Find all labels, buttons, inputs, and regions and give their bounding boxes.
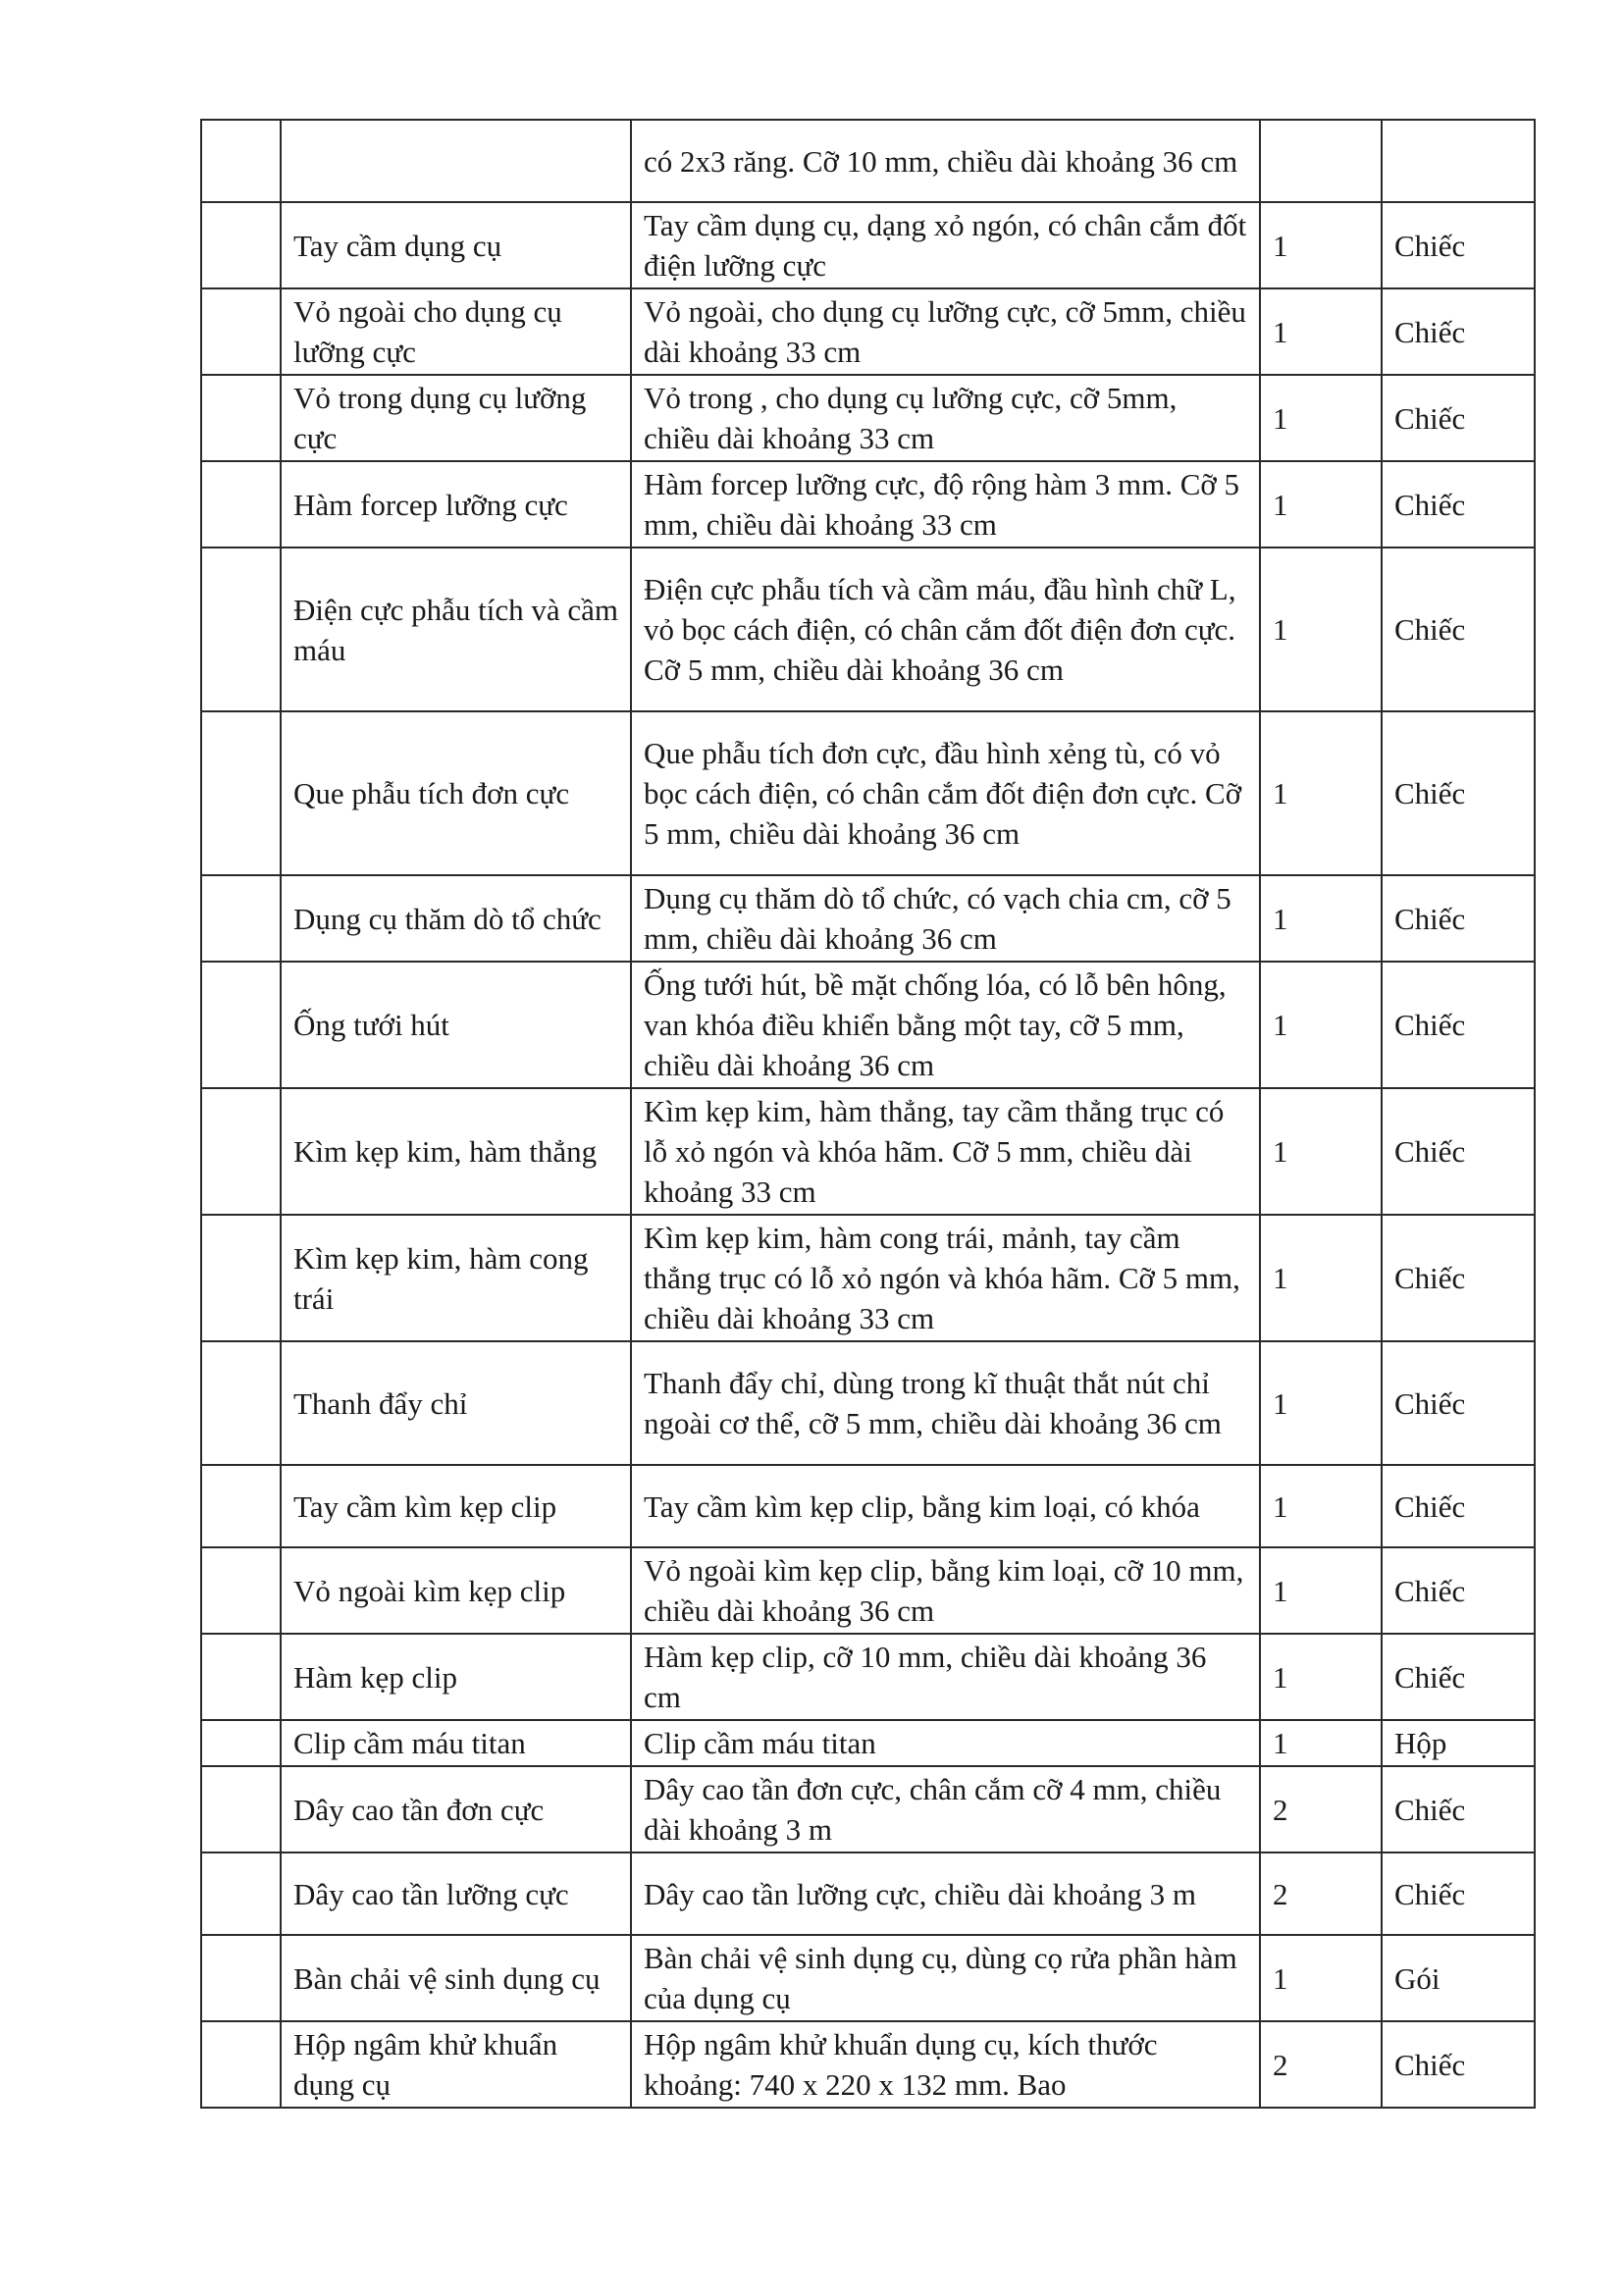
item-description-cell: Vỏ ngoài, cho dụng cụ lưỡng cực, cỡ 5mm, chiều dài khoảng 33 cm — [631, 288, 1260, 375]
item-name-cell: Hàm kẹp clip — [281, 1634, 631, 1720]
item-name-cell: Clip cầm máu titan — [281, 1720, 631, 1766]
item-name-cell: Kìm kẹp kim, hàm cong trái — [281, 1215, 631, 1341]
quantity-cell: 1 — [1260, 1720, 1382, 1766]
item-name-cell: Tay cầm dụng cụ — [281, 202, 631, 288]
table-row — [201, 120, 1535, 202]
unit-cell: Chiếc — [1382, 1215, 1535, 1341]
item-description-cell: Tay cầm dụng cụ, dạng xỏ ngón, có chân cắm đốt điện lưỡng cực — [631, 202, 1260, 288]
item-description-cell: Bàn chải vệ sinh dụng cụ, dùng cọ rửa phần hàm của dụng cụ — [631, 1935, 1260, 2021]
item-description-cell: Điện cực phẫu tích và cầm máu, đầu hình chữ L, vỏ bọc cách điện, có chân cắm đốt điện đơn cực. Cỡ 5 mm, chiều dài khoảng 36 cm — [631, 548, 1260, 711]
quantity-cell: 1 — [1260, 1341, 1382, 1465]
unit-cell: Chiếc — [1382, 1088, 1535, 1215]
table-row — [201, 1341, 1535, 1465]
item-name-cell: Điện cực phẫu tích và cầm máu — [281, 548, 631, 711]
unit-cell: Chiếc — [1382, 1465, 1535, 1547]
stt-cell — [201, 548, 281, 711]
item-description-cell: có 2x3 răng. Cỡ 10 mm, chiều dài khoảng 36 cm — [631, 120, 1260, 202]
item-description-cell: Dây cao tần đơn cực, chân cắm cỡ 4 mm, chiều dài khoảng 3 m — [631, 1766, 1260, 1852]
stt-cell — [201, 1215, 281, 1341]
unit-cell: Chiếc — [1382, 875, 1535, 962]
stt-cell — [201, 1935, 281, 2021]
item-name-cell: Ống tưới hút — [281, 962, 631, 1088]
quantity-cell: 1 — [1260, 461, 1382, 548]
stt-cell — [201, 962, 281, 1088]
quantity-cell: 1 — [1260, 288, 1382, 375]
table-row — [201, 202, 1535, 288]
stt-cell — [201, 875, 281, 962]
unit-cell: Chiếc — [1382, 2021, 1535, 2108]
stt-cell — [201, 288, 281, 375]
stt-cell — [201, 461, 281, 548]
quantity-cell: 1 — [1260, 1215, 1382, 1341]
stt-cell — [201, 1720, 281, 1766]
item-name-cell: Vỏ trong dụng cụ lưỡng cực — [281, 375, 631, 461]
table-row — [201, 1465, 1535, 1547]
table-row — [201, 375, 1535, 461]
item-description-cell: Ống tưới hút, bề mặt chống lóa, có lỗ bên hông, van khóa điều khiển bằng một tay, cỡ 5 mm, chiều dài khoảng 36 cm — [631, 962, 1260, 1088]
item-description-cell: Vỏ trong , cho dụng cụ lưỡng cực, cỡ 5mm, chiều dài khoảng 33 cm — [631, 375, 1260, 461]
table-row — [201, 962, 1535, 1088]
unit-cell: Chiếc — [1382, 711, 1535, 875]
quantity-cell: 1 — [1260, 962, 1382, 1088]
table-row — [201, 288, 1535, 375]
table-row — [201, 1215, 1535, 1341]
stt-cell — [201, 120, 281, 202]
quantity-cell: 1 — [1260, 375, 1382, 461]
unit-cell — [1382, 120, 1535, 202]
unit-cell: Gói — [1382, 1935, 1535, 2021]
item-name-cell — [281, 120, 631, 202]
quantity-cell: 1 — [1260, 711, 1382, 875]
quantity-cell: 1 — [1260, 1634, 1382, 1720]
quantity-cell: 2 — [1260, 2021, 1382, 2108]
stt-cell — [201, 202, 281, 288]
stt-cell — [201, 711, 281, 875]
unit-cell: Chiếc — [1382, 461, 1535, 548]
unit-cell: Chiếc — [1382, 962, 1535, 1088]
item-name-cell: Dây cao tần lưỡng cực — [281, 1852, 631, 1935]
quantity-cell: 1 — [1260, 1547, 1382, 1634]
item-description-cell: Clip cầm máu titan — [631, 1720, 1260, 1766]
item-description-cell: Kìm kẹp kim, hàm cong trái, mảnh, tay cầm thẳng trục có lỗ xỏ ngón và khóa hãm. Cỡ 5 mm, chiều dài khoảng 33 cm — [631, 1215, 1260, 1341]
stt-cell — [201, 1341, 281, 1465]
unit-cell: Chiếc — [1382, 375, 1535, 461]
table-body — [201, 120, 1535, 2108]
item-description-cell: Thanh đẩy chỉ, dùng trong kĩ thuật thắt nút chỉ ngoài cơ thể, cỡ 5 mm, chiều dài khoảng 36 cm — [631, 1341, 1260, 1465]
unit-cell: Chiếc — [1382, 202, 1535, 288]
stt-cell — [201, 2021, 281, 2108]
stt-cell — [201, 1852, 281, 1935]
unit-cell: Chiếc — [1382, 548, 1535, 711]
table-row — [201, 461, 1535, 548]
item-description-cell: Hàm kẹp clip, cỡ 10 mm, chiều dài khoảng 36 cm — [631, 1634, 1260, 1720]
quantity-cell: 1 — [1260, 1935, 1382, 2021]
item-name-cell: Thanh đẩy chỉ — [281, 1341, 631, 1465]
stt-cell — [201, 1088, 281, 1215]
table-row — [201, 1088, 1535, 1215]
unit-cell: Chiếc — [1382, 288, 1535, 375]
item-description-cell: Dụng cụ thăm dò tổ chức, có vạch chia cm, cỡ 5 mm, chiều dài khoảng 36 cm — [631, 875, 1260, 962]
quantity-cell: 2 — [1260, 1852, 1382, 1935]
item-description-cell: Dây cao tần lưỡng cực, chiều dài khoảng 3 m — [631, 1852, 1260, 1935]
table-row — [201, 1634, 1535, 1720]
item-name-cell: Vỏ ngoài kìm kẹp clip — [281, 1547, 631, 1634]
item-name-cell: Vỏ ngoài cho dụng cụ lưỡng cực — [281, 288, 631, 375]
table-row — [201, 1852, 1535, 1935]
item-name-cell: Kìm kẹp kim, hàm thẳng — [281, 1088, 631, 1215]
stt-cell — [201, 1766, 281, 1852]
quantity-cell: 1 — [1260, 202, 1382, 288]
equipment-spec-table — [200, 119, 1536, 2109]
table-row — [201, 711, 1535, 875]
table-row — [201, 1720, 1535, 1766]
item-name-cell: Dây cao tần đơn cực — [281, 1766, 631, 1852]
quantity-cell: 1 — [1260, 875, 1382, 962]
table-row — [201, 1935, 1535, 2021]
stt-cell — [201, 375, 281, 461]
item-name-cell: Tay cầm kìm kẹp clip — [281, 1465, 631, 1547]
table-row — [201, 875, 1535, 962]
item-description-cell: Vỏ ngoài kìm kẹp clip, bằng kim loại, cỡ 10 mm, chiều dài khoảng 36 cm — [631, 1547, 1260, 1634]
item-description-cell: Tay cầm kìm kẹp clip, bằng kim loại, có khóa — [631, 1465, 1260, 1547]
quantity-cell: 2 — [1260, 1766, 1382, 1852]
table-row — [201, 2021, 1535, 2108]
quantity-cell: 1 — [1260, 1088, 1382, 1215]
item-name-cell: Hàm forcep lưỡng cực — [281, 461, 631, 548]
quantity-cell: 1 — [1260, 1465, 1382, 1547]
quantity-cell — [1260, 120, 1382, 202]
item-name-cell: Bàn chải vệ sinh dụng cụ — [281, 1935, 631, 2021]
stt-cell — [201, 1547, 281, 1634]
item-description-cell: Kìm kẹp kim, hàm thẳng, tay cầm thẳng trục có lỗ xỏ ngón và khóa hãm. Cỡ 5 mm, chiều dài khoảng 33 cm — [631, 1088, 1260, 1215]
unit-cell: Chiếc — [1382, 1852, 1535, 1935]
table-row — [201, 1547, 1535, 1634]
stt-cell — [201, 1634, 281, 1720]
item-description-cell: Que phẫu tích đơn cực, đầu hình xẻng tù, có vỏ bọc cách điện, có chân cắm đốt điện đơn cực. Cỡ 5 mm, chiều dài khoảng 36 cm — [631, 711, 1260, 875]
unit-cell: Chiếc — [1382, 1766, 1535, 1852]
unit-cell: Chiếc — [1382, 1547, 1535, 1634]
quantity-cell: 1 — [1260, 548, 1382, 711]
item-name-cell: Dụng cụ thăm dò tổ chức — [281, 875, 631, 962]
table-row — [201, 1766, 1535, 1852]
unit-cell: Chiếc — [1382, 1634, 1535, 1720]
unit-cell: Chiếc — [1382, 1341, 1535, 1465]
item-description-cell: Hộp ngâm khử khuẩn dụng cụ, kích thước khoảng: 740 x 220 x 132 mm. Bao — [631, 2021, 1260, 2108]
item-name-cell: Que phẫu tích đơn cực — [281, 711, 631, 875]
unit-cell: Hộp — [1382, 1720, 1535, 1766]
item-name-cell: Hộp ngâm khử khuẩn dụng cụ — [281, 2021, 631, 2108]
item-description-cell: Hàm forcep lưỡng cực, độ rộng hàm 3 mm. Cỡ 5 mm, chiều dài khoảng 33 cm — [631, 461, 1260, 548]
stt-cell — [201, 1465, 281, 1547]
table-row — [201, 548, 1535, 711]
